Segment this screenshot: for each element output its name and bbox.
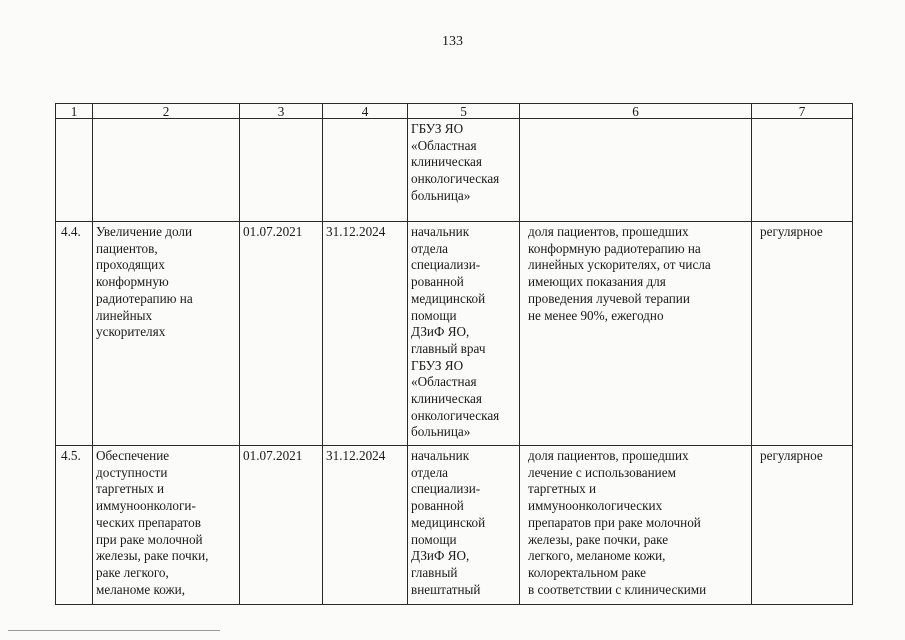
start-date-cell: 01.07.2021 [240,446,323,605]
indicator-cell: доля пациентов, прошедших конформную радиотерапию на линейных ускорителях, от числа имеющих показания для проведения лучевой терапии не менее 90%, ежегодно [520,222,752,446]
column-number-4: 4 [323,104,408,119]
row-number-cell [56,119,93,222]
type-cell [752,119,853,222]
column-number-1: 1 [56,104,93,119]
measure-name-cell: Обеспечение доступности таргетных и иммуноонкологи- ческих препаратов при раке молочной железы, раке почки, раке легкого, меланоме кожи, [93,446,240,605]
indicator-cell [520,119,752,222]
end-date-cell [323,119,408,222]
row-number-cell: 4.5. [56,446,93,605]
start-date-cell: 01.07.2021 [240,222,323,446]
end-date-cell: 31.12.2024 [323,222,408,446]
table-header-row [56,104,853,119]
start-date-cell [240,119,323,222]
column-number-2: 2 [93,104,240,119]
measure-name-cell: Увеличение доли пациентов, проходящих конформную радиотерапию на линейных ускорителях [93,222,240,446]
responsible-cell: ГБУЗ ЯО «Областная клиническая онкологическая больница» [408,119,520,222]
column-number-6: 6 [520,104,752,119]
measure-name-cell [93,119,240,222]
table-row [56,222,853,446]
responsible-cell: начальник отдела специализи- рованной медицинской помощи ДЗиФ ЯО, главный врач ГБУЗ ЯО «Областная клиническая онкологическая больница» [408,222,520,446]
indicator-cell: доля пациентов, прошедших лечение с использованием таргетных и иммуноонкологических препаратов при раке молочной железы, раке почки, раке легкого, меланоме кожи, колоректальном раке в соответствии с клиническими [520,446,752,605]
page-number: 133 [442,34,463,49]
column-number-7: 7 [752,104,853,119]
scan-artifact-line [8,630,220,631]
column-number-5: 5 [408,104,520,119]
table-row [56,446,853,605]
column-number-3: 3 [240,104,323,119]
plan-table [55,103,853,605]
table-row [56,119,853,222]
type-cell: регулярное [752,222,853,446]
end-date-cell: 31.12.2024 [323,446,408,605]
responsible-cell: начальник отдела специализи- рованной медицинской помощи ДЗиФ ЯО, главный внештатный [408,446,520,605]
type-cell: регулярное [752,446,853,605]
row-number-cell: 4.4. [56,222,93,446]
